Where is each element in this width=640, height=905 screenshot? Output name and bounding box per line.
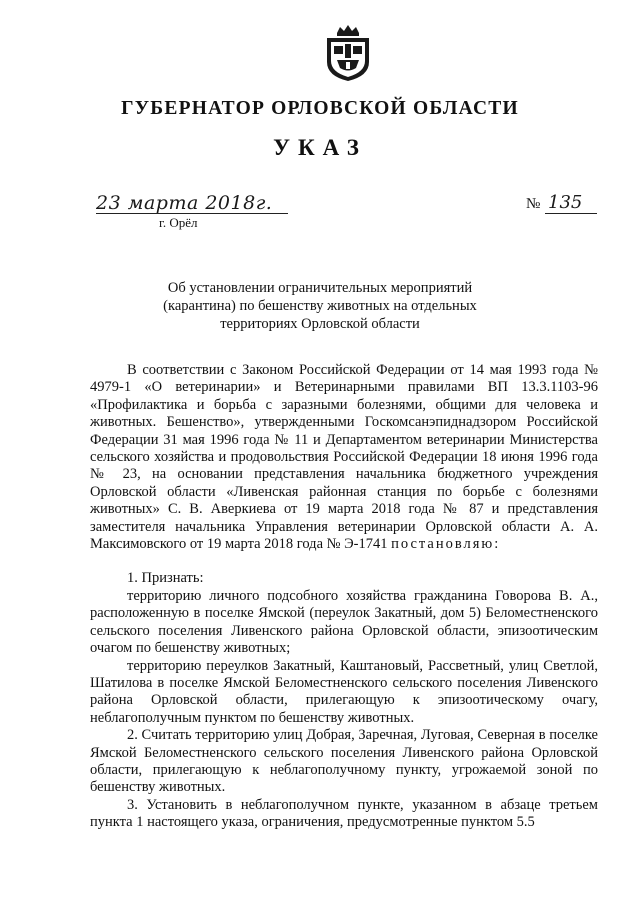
city: г. Орёл xyxy=(159,215,198,230)
title-line: Об установлении ограничительных мероприятий xyxy=(167,280,473,296)
coat-of-arms-icon xyxy=(323,24,373,82)
clause-3: 3. Установить в неблагополучном пункте, указанном в абзаце третьем пункта 1 настоящего указа, ограничения, предусмотренные пунктом 5.5 xyxy=(90,796,598,831)
document-body xyxy=(90,362,598,832)
clause-1: 1. Признать: xyxy=(127,570,204,587)
document-type: УКАЗ xyxy=(273,135,367,160)
title-line: территориях Орловской области xyxy=(220,316,420,332)
clause-1-subparagraph-b: территорию переулков Закатный, Каштановый, Рассветный, улиц Светлой, Шатилова в поселке Ямской Беломестненского сельского поселения Ливенского района Орловской области, прилегающую к эпизоотическому очагу, неблагополучным пунктом по бешенству животных. xyxy=(90,657,598,726)
document-number: 135 xyxy=(548,192,583,213)
document-title xyxy=(0,279,640,333)
clause-2: 2. Считать территорию улиц Добрая, Заречная, Луговая, Северная в поселке Ямской Беломестненского сельского поселения Ливенского района Орловской области, прилегающую к неблагополучному пункту, угрожаемой зоной по бешенству животных. xyxy=(90,727,598,796)
decree-word: постановляю: xyxy=(391,536,501,553)
number-underline xyxy=(545,213,597,214)
number-label: № xyxy=(526,196,541,212)
preamble-text: В соответствии с Законом Российской Федерации от 14 мая 1993 года № 4979-1 «О ветеринарии» и Ветеринарными правилами ВП 13.3.1103-96 «Профилактика и борьба с заразными болезнями, общими для человека и животных. Бешенство», утвержденными Госкомсанэпиднадзором Российской Федерации 31 мая 1996 года № 11 и Департаментом ветеринарии Министерства сельского хозяйства и продовольствия Российской Федерации 18 июня 1996 года № 23, на основании представления начальника бюджетного учреждения Орловской области «Ливенская районная станция по борьбе с болезнями животных» С. В. Аверкиева от 19 марта 2018 года № 87 и представления заместителя начальника Управления ветеринарии Орловской области А. А. Максимовского от 19 марта 2018 года № Э-1741 xyxy=(90,362,598,553)
title-line: (карантина) по бешенству животных на отдельных xyxy=(163,298,477,314)
date-signature: 23 марта 2018г. xyxy=(96,192,273,214)
clause-1-subparagraph-a: территорию личного подсобного хозяйства гражданина Говорова В. А., расположенную в поселке Ямской (переулок Закатный, дом 5) Беломестненского сельского поселения Ливенского района Орловской области, эпизоотическим очагом по бешенству животных; xyxy=(90,587,598,657)
date-underline xyxy=(96,213,288,214)
preamble-paragraph xyxy=(90,362,598,553)
issuing-authority: ГУБЕРНАТОР ОРЛОВСКОЙ ОБЛАСТИ xyxy=(121,98,519,119)
